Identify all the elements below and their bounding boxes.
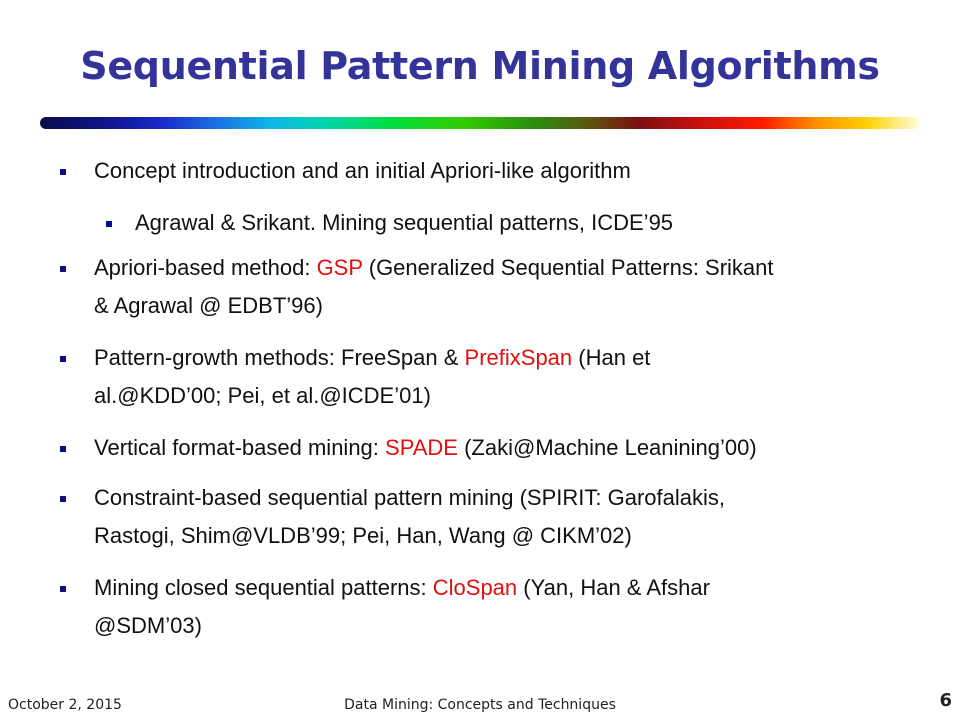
bullet-text: Agrawal & Srikant. Mining sequential patterns, ICDE’95 (135, 210, 674, 235)
algorithm-name: CloSpan (432, 575, 518, 600)
algorithm-name: PrefixSpan (464, 345, 573, 370)
bullet-text: Constraint-based sequential pattern mining (SPIRIT: Garofalakis, (94, 485, 725, 510)
bullet-text-continued: @SDM’03) (94, 613, 202, 638)
bullet-text: Pattern-growth methods: FreeSpan & PrefixSpan (Han et (94, 345, 651, 370)
bullet-text: Apriori-based method: GSP (Generalized Sequential Patterns: Srikant (94, 255, 774, 280)
algorithm-name: SPADE (385, 435, 458, 460)
algorithm-name: GSP (316, 255, 363, 280)
bullet-text-continued: al.@KDD’00; Pei, et al.@ICDE’01) (94, 383, 431, 408)
title-divider (40, 117, 920, 129)
square-bullet-icon (60, 586, 66, 592)
square-bullet-icon (60, 496, 66, 502)
page-number: 6 (939, 690, 952, 711)
square-bullet-icon (106, 221, 112, 227)
bullet-text: Mining closed sequential patterns: CloSpan (Yan, Han & Afshar (94, 575, 710, 600)
square-bullet-icon (60, 169, 66, 175)
square-bullet-icon (60, 446, 66, 452)
bullet-text: Vertical format-based mining: SPADE (Zaki@Machine Leanining’00) (94, 435, 757, 460)
bullet-text: Concept introduction and an initial Apriori-like algorithm (94, 158, 631, 183)
footer-title: Data Mining: Concepts and Techniques (344, 697, 616, 713)
square-bullet-icon (60, 356, 66, 362)
square-bullet-icon (60, 266, 66, 272)
slide-title: Sequential Pattern Mining Algorithms (80, 44, 880, 88)
bullet-text-continued: Rastogi, Shim@VLDB’99; Pei, Han, Wang @ CIKM’02) (94, 523, 632, 548)
bullet-text-continued: & Agrawal @ EDBT’96) (94, 293, 323, 318)
footer-date: October 2, 2015 (8, 697, 122, 713)
